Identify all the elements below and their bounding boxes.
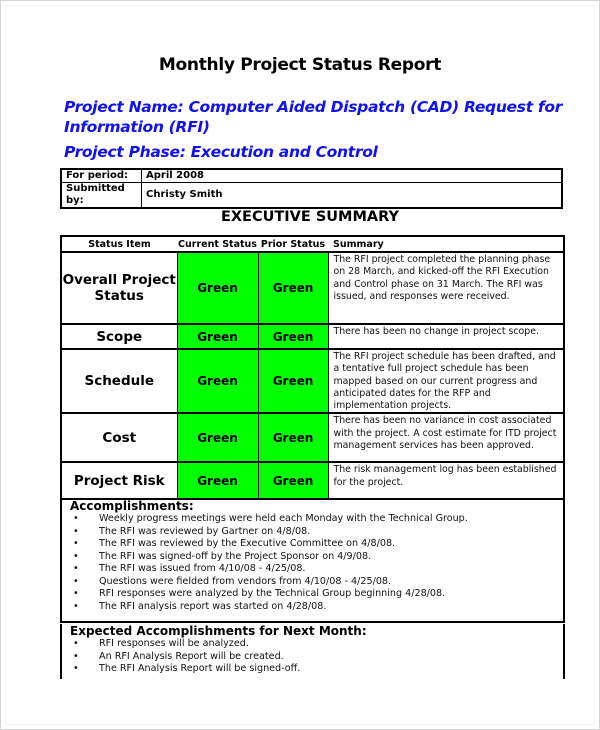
submitted-label: Submitted by: [61, 183, 142, 209]
col-header-prior-status: Prior Status [258, 236, 328, 252]
project-name-line1: Project Name: Computer Aided Dispatch (CAD) Request for [64, 98, 563, 116]
list-item: • The RFI analysis report was started on 4/28/08. [73, 600, 327, 612]
current-status-badge: Green [177, 413, 258, 462]
list-item: • The RFI was reviewed by Gartner on 4/8/08. [73, 525, 311, 537]
expected-list [62, 638, 563, 676]
summary-text: The RFI project schedule has been drafted, and a tentative full project schedule has been mapped based on our current progress and anticipated dates for the RFP and implementation projects. [328, 349, 564, 413]
status-item: Scope [61, 324, 177, 349]
bullet-icon: • [73, 600, 79, 612]
list-item: • The RFI was reviewed by the Executive Committee on 4/8/08. [73, 538, 396, 549]
bullet-icon: • [73, 650, 79, 662]
prior-status-badge: Green [258, 324, 328, 349]
summary-text: The RFI project completed the planning phase on 28 March, and kicked-off the RFI Execution and Control phase on 31 March. The RFI was issued, and responses were received. [328, 252, 564, 324]
table-row-overall [61, 252, 564, 324]
current-status-badge: Green [177, 349, 258, 413]
table-row-schedule [61, 349, 564, 413]
prior-status-badge: Green [258, 252, 328, 324]
expected-accomplishments-section [60, 624, 565, 679]
list-item: • RFI responses will be analyzed. [73, 638, 249, 649]
bullet-icon: • [73, 638, 79, 649]
period-table [60, 168, 563, 209]
bullet-icon: • [73, 538, 79, 549]
accomplishments-heading: Accomplishments: [70, 499, 194, 513]
bullet-icon: • [73, 550, 79, 562]
report-title: Monthly Project Status Report [158, 55, 442, 75]
project-name [64, 97, 564, 137]
list-item: • Weekly progress meetings were held each Monday with the Technical Group. [73, 513, 468, 524]
list-item: • RFI responses were analyzed by the Technical Group beginning 4/28/08. [73, 588, 446, 599]
current-status-badge: Green [177, 324, 258, 349]
accomplishments-list [62, 513, 563, 613]
expected-heading: Expected Accomplishments for Next Month: [70, 624, 367, 638]
current-status-badge: Green [177, 462, 258, 499]
period-row [61, 169, 562, 183]
status-item: Cost [61, 413, 177, 462]
submitted-row [61, 183, 562, 209]
col-header-status-item: Status Item [61, 236, 177, 252]
executive-summary-heading: EXECUTIVE SUMMARY [220, 209, 400, 225]
bullet-icon: • [73, 513, 79, 524]
list-item: • The RFI was issued from 4/10/08 - 4/25/08. [73, 563, 306, 574]
bullet-icon: • [73, 563, 79, 574]
table-row-project-risk [61, 462, 564, 499]
table-row-cost [61, 413, 564, 462]
prior-status-badge: Green [258, 349, 328, 413]
list-item: • The RFI Analysis Report will be signed-off. [73, 663, 301, 674]
period-value: April 2008 [142, 169, 563, 183]
status-item: Project Risk [61, 462, 177, 499]
table-row-scope [61, 324, 564, 349]
accomplishments-section [60, 499, 565, 623]
table-header-row [61, 236, 564, 252]
project-name-line2: Information (RFI) [64, 118, 210, 136]
bullet-icon: • [73, 663, 79, 674]
list-item: • The RFI was signed-off by the Project Sponsor on 4/9/08. [73, 550, 372, 562]
bullet-icon: • [73, 525, 79, 537]
bullet-icon: • [73, 588, 79, 599]
summary-text: There has been no variance in cost associated with the project. A cost estimate for ITD project management services has been approved. [328, 413, 564, 462]
prior-status-badge: Green [258, 413, 328, 462]
list-item: • An RFI Analysis Report will be created. [73, 650, 284, 662]
status-item: Overall Project Status [61, 252, 177, 324]
status-item: Schedule [61, 349, 177, 413]
prior-status-badge: Green [258, 462, 328, 499]
summary-text: The risk management log has been established for the project. [328, 462, 564, 499]
current-status-badge: Green [177, 252, 258, 324]
bullet-icon: • [73, 575, 79, 587]
list-item: • Questions were fielded from vendors from 4/10/08 - 4/25/08. [73, 575, 392, 587]
col-header-summary: Summary [328, 236, 564, 252]
col-header-current-status: Current Status [177, 236, 258, 252]
period-label: For period: [61, 169, 142, 183]
project-phase: Project Phase: Execution and Control [64, 143, 378, 161]
executive-summary-table [60, 235, 565, 500]
summary-text: There has been no change in project scope. [328, 324, 564, 349]
submitted-value: Christy Smith [142, 183, 563, 209]
